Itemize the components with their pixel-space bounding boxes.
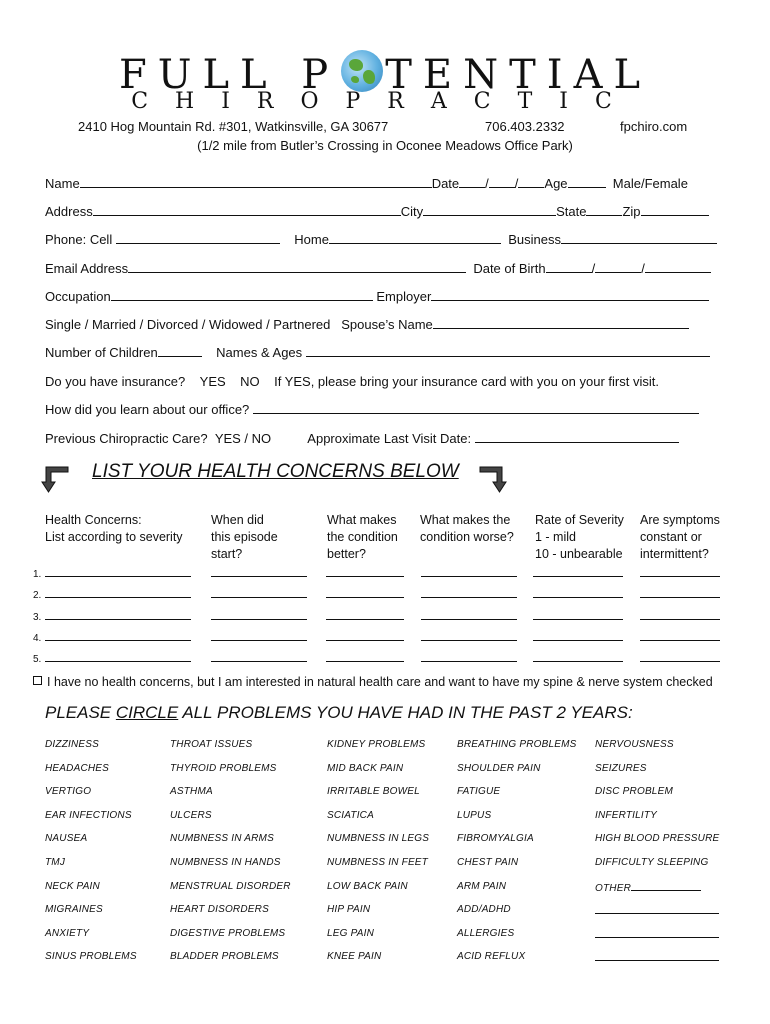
- problem-item[interactable]: NUMBNESS IN LEGS: [327, 833, 430, 845]
- concern-field[interactable]: [45, 653, 191, 662]
- col-header-line: 10 - unbearable: [535, 547, 623, 561]
- worse-field[interactable]: [421, 611, 517, 620]
- problem-item[interactable]: BREATHING PROBLEMS: [457, 739, 577, 750]
- names-ages-field[interactable]: [306, 345, 710, 357]
- problem-item[interactable]: FIBROMYALGIA: [457, 833, 534, 845]
- row-marital: [45, 317, 689, 332]
- row-number: 5.: [33, 654, 42, 666]
- date-label: Date: [431, 176, 460, 191]
- globe-icon: [341, 50, 383, 92]
- cell-label: Phone: Cell: [45, 232, 113, 247]
- row-phone: [45, 232, 717, 247]
- col-header-line: constant or: [640, 530, 702, 544]
- col-health-concerns: [45, 512, 183, 546]
- concern-field[interactable]: [45, 632, 191, 641]
- problems-col-1: [45, 739, 137, 975]
- problem-item[interactable]: ULCERS: [170, 809, 212, 821]
- problem-item[interactable]: TMJ: [45, 856, 66, 868]
- age-field[interactable]: [568, 176, 606, 188]
- problem-item[interactable]: NUMBNESS IN ARMS: [170, 833, 274, 845]
- col-episode-start: [211, 512, 278, 563]
- table-row: [33, 611, 720, 632]
- problem-blank-row: [595, 928, 719, 952]
- employer-label: Employer: [376, 289, 432, 304]
- problem-item[interactable]: ASTHMA: [170, 786, 213, 798]
- spouse-field[interactable]: [433, 317, 689, 329]
- row-referral: [45, 402, 699, 417]
- constant-field[interactable]: [640, 611, 720, 620]
- names-ages-label: Names & Ages: [216, 345, 303, 360]
- problem-item[interactable]: HIP PAIN: [327, 904, 371, 916]
- clinic-directions: (1/2 mile from Butler’s Crossing in Oconee Meadows Office Park): [197, 138, 573, 153]
- col-header-line: start?: [211, 547, 243, 561]
- concern-field[interactable]: [45, 568, 191, 577]
- problem-item[interactable]: ADD/ADHD: [457, 904, 511, 916]
- state-label: State: [556, 204, 587, 219]
- business-label: Business: [508, 232, 561, 247]
- arrow-down-left-icon: [40, 464, 70, 494]
- problem-item[interactable]: ANXIETY: [45, 927, 90, 939]
- address-label: Address: [45, 204, 93, 219]
- better-field[interactable]: [326, 632, 404, 641]
- problem-item[interactable]: SEIZURES: [595, 762, 647, 774]
- logo-text-full: FULL P: [118, 52, 340, 98]
- col-header-line: intermittent?: [640, 547, 709, 561]
- date-sep: /: [485, 176, 489, 191]
- sex-options[interactable]: Male/Female: [612, 176, 688, 191]
- name-field[interactable]: [80, 176, 432, 188]
- no-concerns-checkbox[interactable]: [33, 676, 42, 685]
- date-day-field[interactable]: [489, 176, 515, 188]
- start-field[interactable]: [211, 632, 307, 641]
- row-address: [45, 204, 709, 219]
- col-header-line: Rate of Severity: [535, 513, 624, 527]
- col-header-line: better?: [327, 547, 366, 561]
- children-count-field[interactable]: [158, 345, 202, 357]
- insurance-note: If YES, please bring your insurance card with you on your first visit.: [274, 374, 659, 389]
- worse-field[interactable]: [421, 568, 517, 577]
- other-problem-field[interactable]: [595, 928, 719, 938]
- problem-item[interactable]: CHEST PAIN: [457, 856, 519, 868]
- col-worse: [420, 512, 514, 546]
- row-insurance: [45, 374, 659, 389]
- last-visit-field[interactable]: [475, 431, 679, 443]
- dob-label: Date of Birth: [473, 261, 546, 276]
- row-number: 3.: [33, 611, 42, 623]
- children-label: Number of Children: [45, 345, 158, 360]
- problem-item[interactable]: DIZZINESS: [45, 739, 100, 750]
- problems-col-4: [457, 739, 577, 975]
- last-visit-label: Approximate Last Visit Date:: [307, 431, 472, 446]
- occupation-label: Occupation: [45, 289, 111, 304]
- problem-item[interactable]: [595, 881, 719, 905]
- business-phone-field[interactable]: [561, 232, 717, 244]
- problem-item[interactable]: HEADACHES: [45, 762, 110, 774]
- concerns-table: [33, 568, 720, 674]
- prev-chiro-label: Previous Chiropractic Care?: [45, 431, 208, 446]
- problem-blank-row: [595, 951, 719, 975]
- name-label: Name: [45, 176, 80, 191]
- problems-title-circle: CIRCLE: [115, 703, 179, 722]
- dob-year-field[interactable]: [645, 261, 711, 273]
- worse-field[interactable]: [421, 653, 517, 662]
- col-header-line: What makes: [327, 513, 397, 527]
- table-row: [33, 632, 720, 653]
- severity-field[interactable]: [533, 611, 623, 620]
- dob-sep: /: [591, 261, 596, 276]
- start-field[interactable]: [211, 611, 307, 620]
- marital-status-options[interactable]: Single / Married / Divorced / Widowed / Partnered: [45, 317, 331, 332]
- severity-field[interactable]: [533, 589, 623, 598]
- problem-item[interactable]: DIFFICULTY SLEEPING: [595, 856, 709, 868]
- problem-item[interactable]: KNEE PAIN: [327, 951, 382, 963]
- no-concerns-row: [33, 675, 713, 689]
- state-field[interactable]: [586, 204, 622, 216]
- start-field[interactable]: [211, 568, 307, 577]
- problem-item[interactable]: EAR INFECTIONS: [45, 809, 132, 821]
- col-severity: [535, 512, 624, 563]
- row-name: [45, 176, 688, 191]
- problem-item[interactable]: ACID REFLUX: [457, 951, 526, 963]
- severity-field[interactable]: [533, 632, 623, 641]
- email-field[interactable]: [128, 261, 466, 273]
- insurance-no[interactable]: NO: [240, 374, 260, 389]
- problems-col-5: [595, 739, 719, 975]
- table-row: [33, 653, 720, 674]
- other-label: OTHER: [595, 882, 631, 894]
- concern-field[interactable]: [45, 611, 191, 620]
- problem-item[interactable]: HIGH BLOOD PRESSURE: [595, 833, 720, 845]
- worse-field[interactable]: [421, 632, 517, 641]
- start-field[interactable]: [211, 589, 307, 598]
- problem-item[interactable]: THYROID PROBLEMS: [170, 762, 277, 774]
- clinic-phone: 706.403.2332: [485, 119, 565, 134]
- city-label: City: [400, 204, 424, 219]
- problem-item[interactable]: BLADDER PROBLEMS: [170, 951, 279, 963]
- problem-item[interactable]: SINUS PROBLEMS: [45, 951, 137, 963]
- occupation-field[interactable]: [111, 289, 373, 301]
- concern-field[interactable]: [45, 589, 191, 598]
- prev-chiro-options[interactable]: YES / NO: [214, 431, 272, 446]
- problem-item[interactable]: NERVOUSNESS: [595, 739, 674, 750]
- better-field[interactable]: [326, 653, 404, 662]
- problem-item[interactable]: NECK PAIN: [45, 880, 100, 892]
- problems-col-3: [327, 739, 429, 975]
- col-header-line: Health Concerns:: [45, 513, 142, 527]
- table-row: [33, 568, 720, 589]
- col-header-line: Are symptoms: [640, 513, 720, 527]
- col-better: [327, 512, 398, 563]
- problem-item[interactable]: NAUSEA: [45, 833, 88, 845]
- clinic-website: fpchiro.com: [620, 119, 688, 134]
- home-label: Home: [294, 232, 329, 247]
- constant-field[interactable]: [640, 568, 720, 577]
- no-concerns-label: I have no health concerns, but I am interested in natural health care and want to have my spine & nerve system checked: [47, 675, 713, 689]
- worse-field[interactable]: [421, 589, 517, 598]
- logo-text-tential: TENTIAL: [385, 52, 652, 98]
- col-header-line: 1 - mild: [535, 530, 576, 544]
- problem-item[interactable]: LOW BACK PAIN: [327, 880, 408, 892]
- dob-day-field[interactable]: [595, 261, 641, 273]
- problem-item[interactable]: INFERTILITY: [595, 809, 658, 821]
- row-children: [45, 345, 710, 360]
- severity-field[interactable]: [533, 653, 623, 662]
- problem-item[interactable]: HEART DISORDERS: [170, 904, 269, 916]
- problem-item[interactable]: NUMBNESS IN FEET: [327, 856, 428, 868]
- zip-label: Zip: [622, 204, 641, 219]
- date-year-field[interactable]: [518, 176, 544, 188]
- referral-label: How did you learn about our office?: [45, 402, 250, 417]
- concerns-title: LIST YOUR HEALTH CONCERNS BELOW: [92, 461, 459, 482]
- problem-item[interactable]: ALLERGIES: [457, 927, 515, 939]
- problem-item[interactable]: KIDNEY PROBLEMS: [327, 739, 426, 750]
- problem-item[interactable]: MIGRAINES: [45, 904, 103, 916]
- row-occupation: [45, 289, 709, 304]
- other-field[interactable]: [631, 881, 701, 891]
- problem-item[interactable]: DISC PROBLEM: [595, 786, 673, 798]
- problems-title: [45, 703, 633, 723]
- other-problem-field[interactable]: [595, 951, 719, 961]
- col-header-line: the condition: [327, 530, 398, 544]
- better-field[interactable]: [326, 611, 404, 620]
- spouse-label: Spouse’s Name: [341, 317, 433, 332]
- date-month-field[interactable]: [459, 176, 485, 188]
- better-field[interactable]: [326, 568, 404, 577]
- employer-field[interactable]: [431, 289, 709, 301]
- problem-item[interactable]: SCIATICA: [327, 809, 374, 821]
- clinic-address: 2410 Hog Mountain Rd. #301, Watkinsville, GA 30677: [78, 119, 389, 134]
- date-sep: /: [514, 176, 519, 191]
- problem-item[interactable]: FATIGUE: [457, 786, 501, 798]
- col-header-line: What makes the: [420, 513, 511, 527]
- row-number: 2.: [33, 590, 42, 602]
- cell-field[interactable]: [116, 232, 280, 244]
- col-header-line: this episode: [211, 530, 278, 544]
- problem-blank-row: [595, 904, 719, 928]
- email-label: Email Address: [45, 261, 129, 276]
- address-field[interactable]: [93, 204, 401, 216]
- problem-item[interactable]: ARM PAIN: [457, 880, 507, 892]
- table-row: [33, 589, 720, 610]
- col-constant: [640, 512, 720, 563]
- problem-item[interactable]: DIGESTIVE PROBLEMS: [170, 927, 286, 939]
- dob-sep: /: [641, 261, 645, 276]
- start-field[interactable]: [211, 653, 307, 662]
- referral-field[interactable]: [253, 402, 699, 414]
- insurance-question: Do you have insurance?: [45, 374, 186, 389]
- better-field[interactable]: [326, 589, 404, 598]
- row-number: 1.: [33, 569, 42, 580]
- logo-subtitle: CHIROPRACTIC: [131, 89, 639, 114]
- col-header-line: When did: [211, 513, 264, 527]
- row-email: [45, 261, 711, 276]
- problem-item[interactable]: MENSTRUAL DISORDER: [170, 880, 291, 892]
- problem-item[interactable]: MID BACK PAIN: [327, 762, 404, 774]
- constant-field[interactable]: [640, 589, 720, 598]
- constant-field[interactable]: [640, 632, 720, 641]
- row-number: 4.: [33, 632, 42, 644]
- problem-item[interactable]: VERTIGO: [45, 786, 92, 798]
- problems-title-pre: PLEASE: [45, 703, 116, 722]
- insurance-yes[interactable]: YES: [199, 374, 226, 389]
- age-label: Age: [544, 176, 568, 191]
- constant-field[interactable]: [640, 653, 720, 662]
- col-header-line: condition worse?: [420, 530, 514, 544]
- problem-item[interactable]: LEG PAIN: [327, 927, 374, 939]
- problems-title-post: ALL PROBLEMS YOU HAVE HAD IN THE PAST 2 YEARS:: [178, 703, 633, 722]
- problem-item[interactable]: NUMBNESS IN HANDS: [170, 856, 281, 868]
- col-header-line: List according to severity: [45, 530, 183, 544]
- problems-col-2: [170, 739, 291, 975]
- arrow-down-right-icon: [478, 464, 508, 494]
- home-phone-field[interactable]: [329, 232, 501, 244]
- problem-item[interactable]: LUPUS: [457, 809, 492, 821]
- problem-item[interactable]: THROAT ISSUES: [170, 739, 253, 750]
- severity-field[interactable]: [533, 568, 623, 577]
- zip-field[interactable]: [641, 204, 709, 216]
- problem-item[interactable]: SHOULDER PAIN: [457, 762, 541, 774]
- city-field[interactable]: [423, 204, 556, 216]
- problem-item[interactable]: IRRITABLE BOWEL: [327, 786, 420, 798]
- row-prev-chiro: [45, 431, 679, 446]
- dob-month-field[interactable]: [546, 261, 592, 273]
- other-problem-field[interactable]: [595, 904, 719, 914]
